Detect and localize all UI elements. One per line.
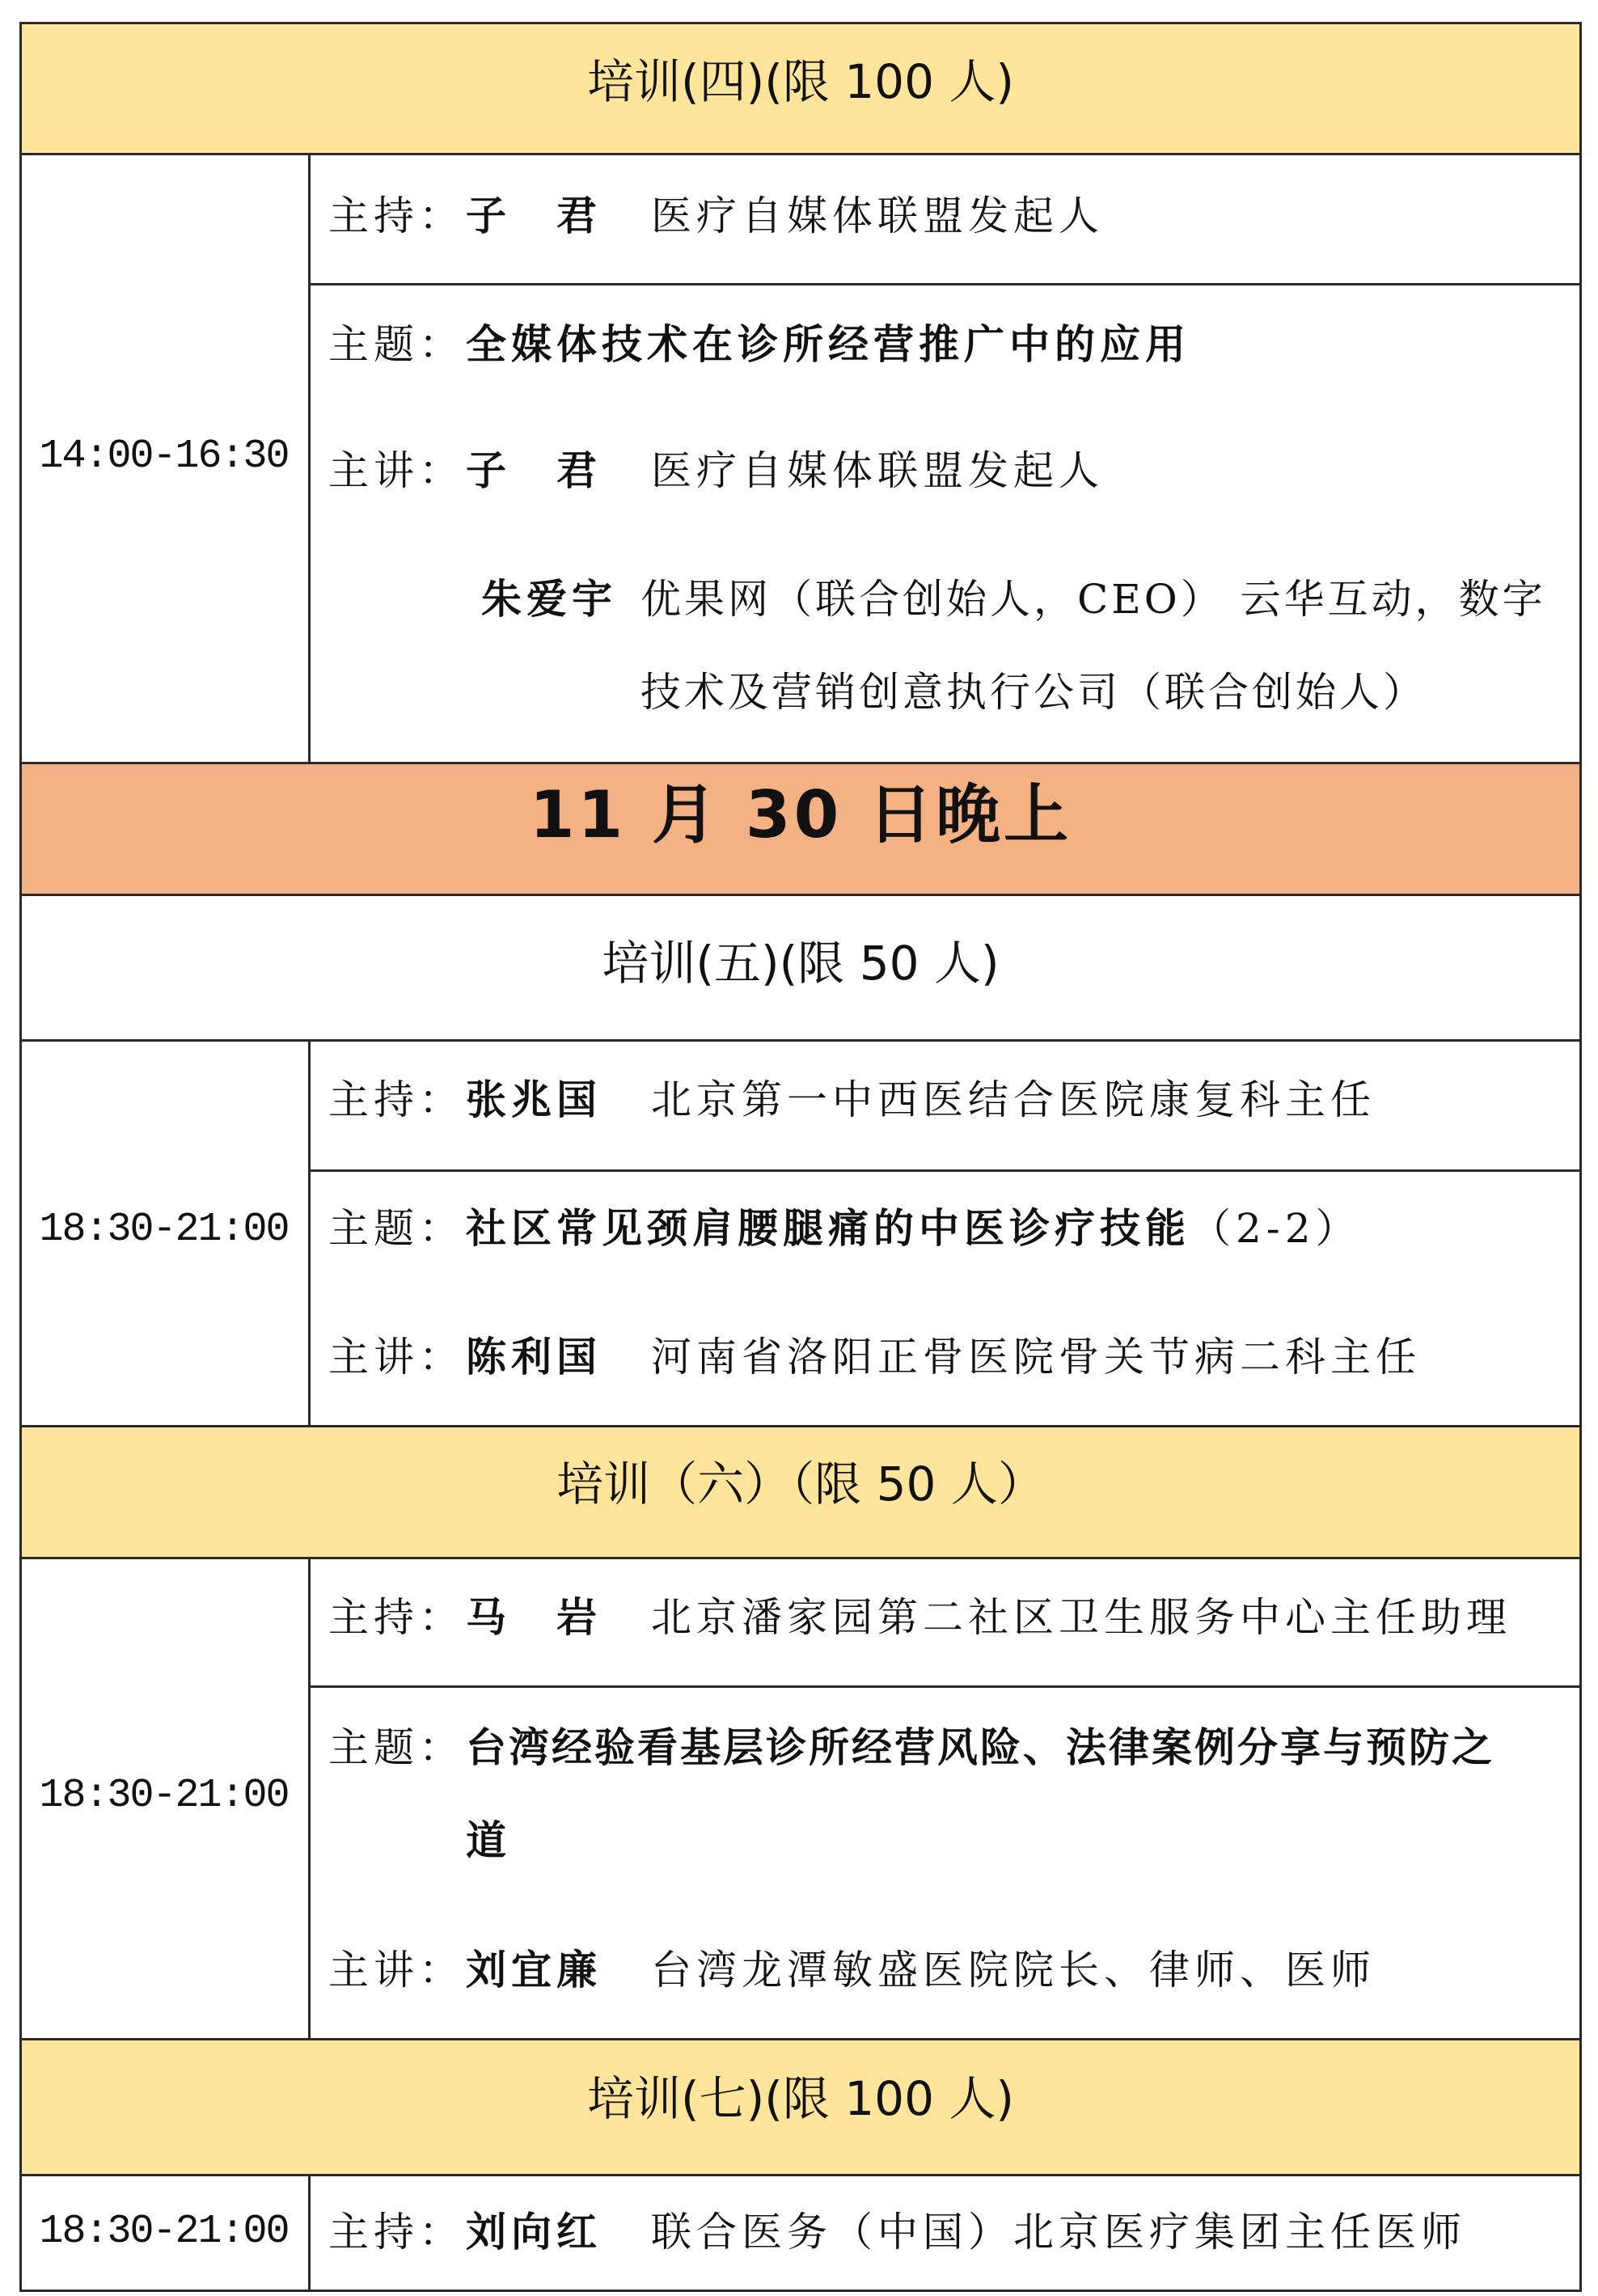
topic-label: 主题：	[328, 1724, 464, 1771]
topic-title: 全媒体技术在诊所经营推广中的应用	[466, 320, 1190, 368]
speaker-name: 子 君	[466, 446, 602, 494]
speaker-title: 河南省洛阳正骨医院骨关节病二科主任	[651, 1334, 1421, 1381]
training7-time: 18:30-21:00	[39, 2209, 289, 2255]
host-label: 主持：	[328, 192, 464, 239]
topic-label: 主题：	[328, 1205, 464, 1252]
speaker-title: 优果网（联合创始人，CEO） 云华互动，数字	[640, 576, 1546, 623]
speaker-title: 医疗自媒体联盟发起人	[651, 447, 1104, 494]
host-name: 马 岩	[466, 1593, 602, 1641]
topic-title: 台湾经验看基层诊所经营风险、法律案例分享与预防之	[466, 1723, 1494, 1771]
speaker-title: 台湾龙潭敏盛医院院长、律师、医师	[651, 1947, 1376, 1994]
speaker-title-continued: 技术及营销创意执行公司（联合创始人）	[640, 669, 1427, 716]
speaker-name: 刘宜廉	[466, 1946, 602, 1994]
training6-time: 18:30-21:00	[39, 1773, 289, 1819]
host-label: 主持：	[328, 1594, 464, 1641]
host-title: 北京潘家园第二社区卫生服务中心主任助理	[651, 1594, 1511, 1641]
date-header: 11 月 30 日晚上	[529, 777, 1072, 852]
host-title: 联合医务（中国）北京医疗集团主任医师	[651, 2209, 1466, 2256]
training5-time: 18:30-21:00	[39, 1207, 289, 1253]
speaker-label: 主讲：	[328, 447, 464, 494]
topic-suffix: （2-2）	[1190, 1205, 1361, 1252]
speaker-name: 陈利国	[466, 1333, 602, 1381]
topic-line	[466, 1204, 1361, 1252]
topic-title-continued: 道	[466, 1816, 511, 1864]
training5-header: 培训(五)(限 50 人)	[602, 936, 1000, 991]
host-name: 刘向红	[466, 2208, 602, 2256]
speaker-name: 朱爱宇	[481, 575, 617, 623]
speaker-label: 主讲：	[328, 1947, 464, 1994]
host-title: 医疗自媒体联盟发起人	[651, 192, 1104, 239]
speaker-label: 主讲：	[328, 1334, 464, 1381]
host-title: 北京第一中西医结合医院康复科主任	[651, 1076, 1376, 1123]
host-label: 主持：	[328, 1076, 464, 1123]
topic-label: 主题：	[328, 321, 464, 368]
host-label: 主持：	[328, 2209, 464, 2256]
training4-time: 14:00-16:30	[39, 433, 289, 480]
host-name: 子 君	[466, 192, 602, 239]
topic-title: 社区常见颈肩腰腿痛的中医诊疗技能	[466, 1204, 1190, 1252]
training6-header: 培训（六）（限 50 人）	[556, 1457, 1045, 1512]
training7-header: 培训(七)(限 100 人)	[586, 2071, 1015, 2126]
training4-header: 培训(四)(限 100 人)	[586, 54, 1015, 109]
host-name: 张兆国	[466, 1076, 602, 1123]
